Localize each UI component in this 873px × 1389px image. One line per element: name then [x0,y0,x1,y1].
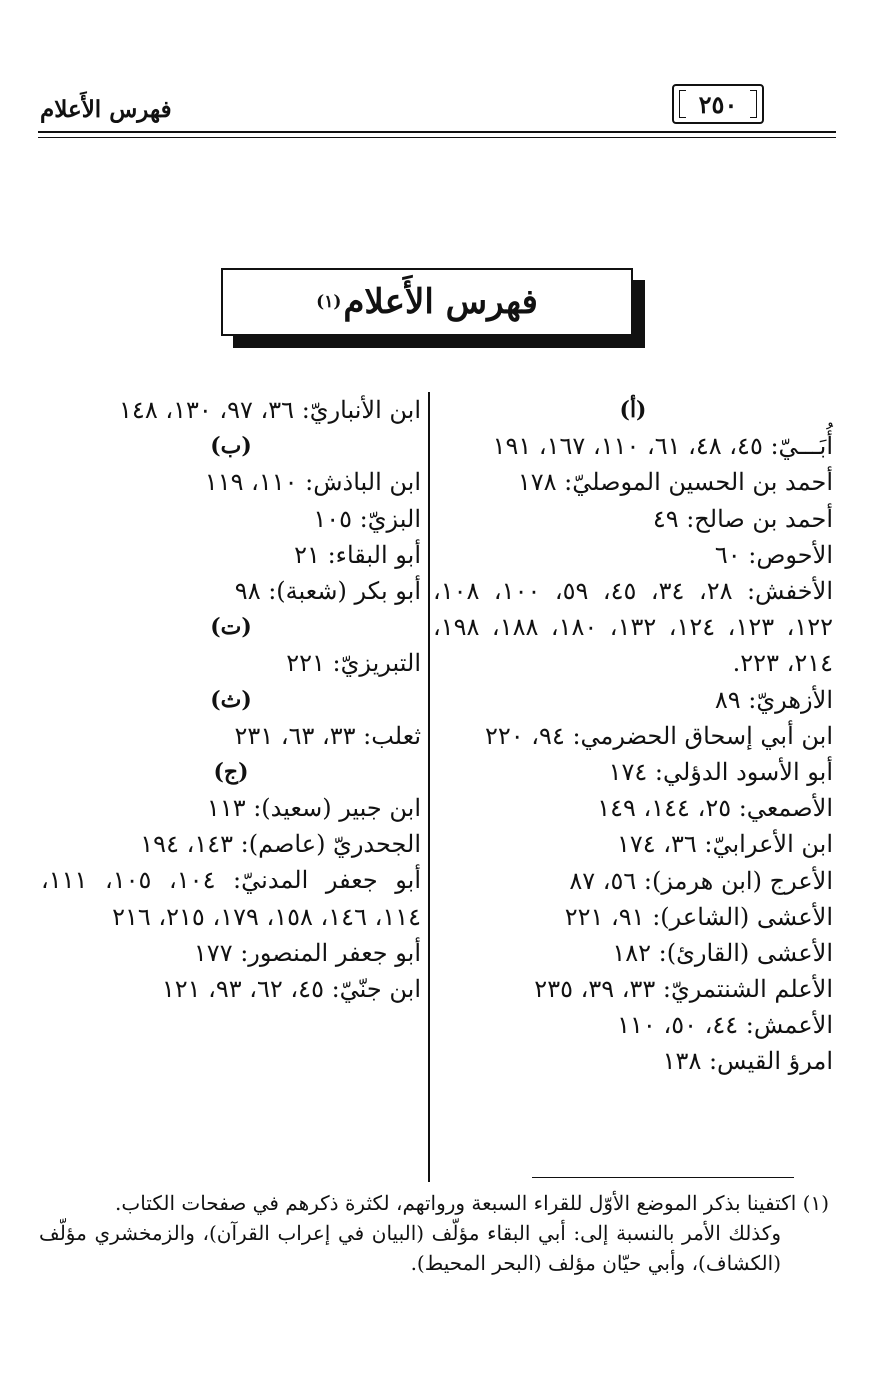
index-entry: ابن جنّيّ: ٤٥، ٦٢، ٩٣، ١٢١ [161,975,421,1004]
index-entry: ابن أبي إسحاق الحضرمي: ٩٤، ٢٢٠ [485,721,833,750]
footnote [39,1188,829,1278]
running-header-title: فهرس الأَعلام [40,96,172,123]
section-heading-ta: (ت) [210,614,252,641]
index-title-box [221,268,633,336]
footnote-paragraph: (١) اكتفينا بذكر الموضع الأوّل للقراء السبعة ورواتهم، لكثرة ذكرهم في صفحات الكتاب. [115,1191,829,1215]
header-rule-thin [38,137,836,138]
column-divider [428,392,430,1182]
section-heading-ba: (ب) [210,433,252,460]
left-column [41,392,421,1007]
title-footnote-ref: (١) [316,292,342,312]
footnote-paragraph: وكذلك الأمر بالنسبة إلى: أبي البقاء مؤلّف (البيان في إعراب القرآن)، والزمخشري مؤلّف (الكشاف)، وأبي حيّان مؤلف (البحر المحيط). [39,1221,781,1275]
section-heading-jim: (ج) [213,758,249,785]
right-column [433,392,833,1080]
index-entry: الأخفش: ٢٨، ٣٤، ٤٥، ٥٩، ١٠٠، ١٠٨، ١٢٢، ١٢٣، ١٢٤، ١٣٢، ١٨٠، ١٨٨، ١٩٨، ٢١٤، ٢٢٣. [433,576,834,678]
index-entry: ابن جبير (سعيد): ١١٣ [206,794,421,823]
header-rule-thick [38,131,836,133]
index-title: فهرس الأَعلام [343,282,538,322]
index-entry: الأعرج (ابن هرمز): ٥٦، ٨٧ [569,866,833,895]
index-entry: الأعلم الشنتمريّ: ٣٣، ٣٩، ٢٣٥ [534,975,833,1004]
index-entry: ثعلب: ٣٣، ٦٣، ٢٣١ [234,721,421,750]
index-entry: الجحدريّ (عاصم): ١٤٣، ١٩٤ [140,830,421,859]
index-entry: البزيّ: ١٠٥ [313,504,421,533]
section-heading-tha: (ث) [210,686,252,713]
index-entry: أُبَـــيّ: ٤٥، ٤٨، ٦١، ١١٠، ١٦٧، ١٩١ [492,432,833,461]
index-entry: ابن الباذش: ١١٠، ١١٩ [204,468,421,497]
index-entry: أبو بكر (شعبة): ٩٨ [234,576,421,605]
index-entry: امرؤ القيس: ١٣٨ [662,1047,833,1076]
index-entry: التبريزيّ: ٢٢١ [286,649,421,678]
section-heading-alif: (أ) [619,397,647,423]
page-number-badge: ٢٥٠ [672,84,764,124]
index-entry: ابن الأعرابيّ: ٣٦، ١٧٤ [616,830,833,859]
index-entry: أحمد بن صالح: ٤٩ [652,504,833,533]
index-entry: أبو جعفر المدنيّ: ١٠٤، ١٠٥، ١١١، ١١٤، ١٤٦، ١٥٨، ١٧٩، ٢١٥، ٢١٦ [41,866,422,931]
index-entry: ابن الأنباريّ: ٣٦، ٩٧، ١٣٠، ١٤٨ [119,396,421,424]
index-entry: الأحوص: ٦٠ [714,540,833,569]
index-entry: أحمد بن الحسين الموصليّ: ١٧٨ [517,468,833,497]
index-entry: الأعمش: ٤٤، ٥٠، ١١٠ [617,1011,833,1040]
index-entry: أبو جعفر المنصور: ١٧٧ [193,938,421,967]
index-entry: الأصمعي: ٢٥، ١٤٤، ١٤٩ [597,794,833,823]
index-entry: الأزهريّ: ٨٩ [714,685,833,714]
index-entry: الأعشى (القارئ): ١٨٢ [612,938,833,967]
index-entry: الأعشى (الشاعر): ٩١، ٢٢١ [564,902,833,931]
index-entry: أبو البقاء: ٢١ [294,540,421,569]
index-entry: أبو الأسود الدؤلي: ١٧٤ [608,757,833,786]
footnote-separator [532,1177,794,1178]
